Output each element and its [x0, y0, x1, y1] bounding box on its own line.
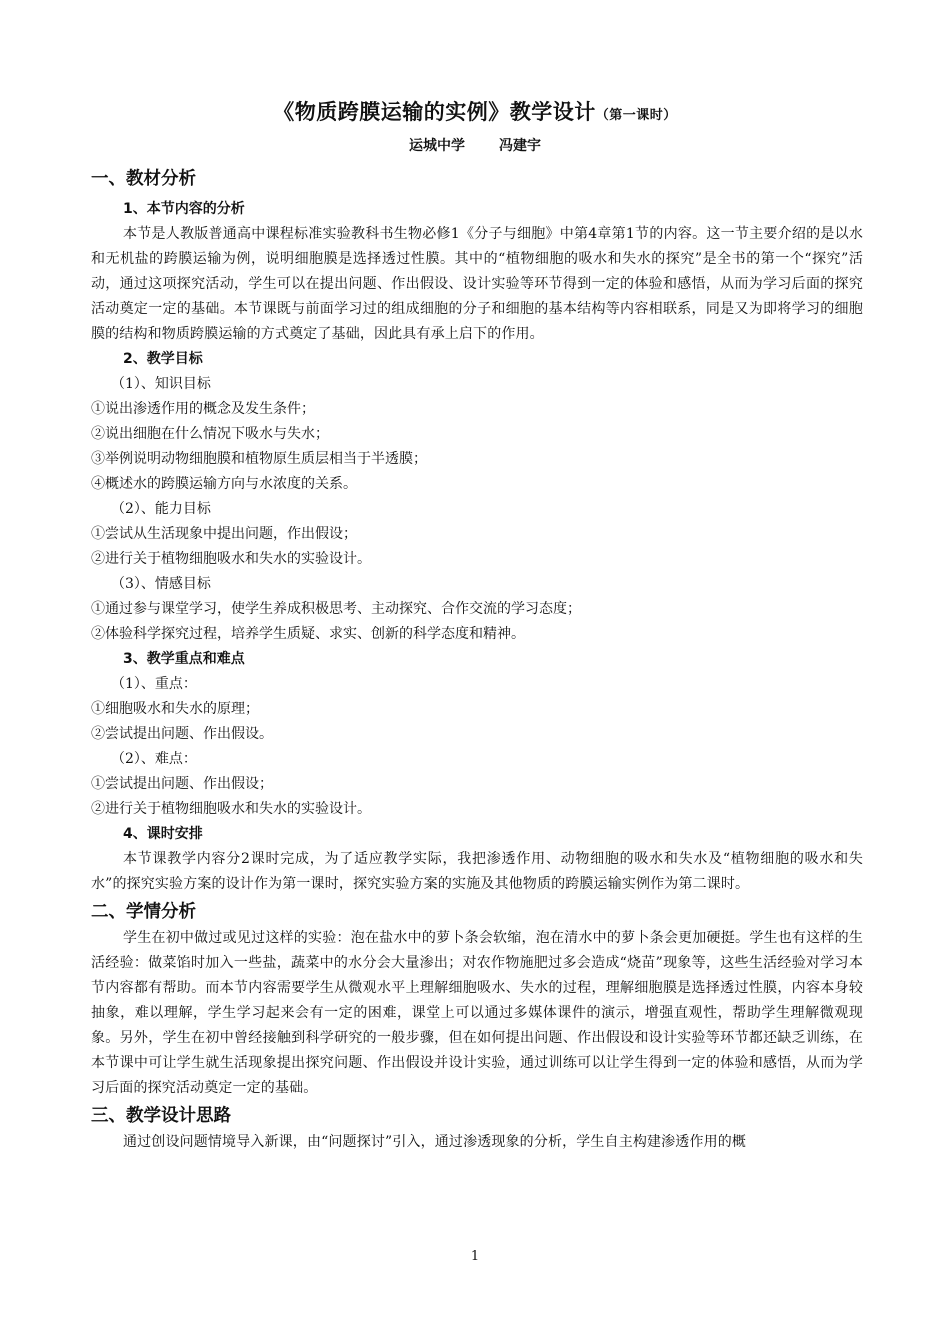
- paragraph-content-analysis: 本节是人教版普通高中课程标准实验教科书生物必修1《分子与细胞》中第4章第1节的内容。这一节主要介绍的是以水和无机盐的跨膜运输为例，说明细胞膜是选择透过性膜。其中的“植物细胞的吸水和失水的探究”是全书的第一个“探究”活动，通过这项探究活动，学生可以在提出问题、作出假设、设计实验等环节得到一定的体验和感悟，从而为学习后面的探究活动奠定一定的基础。本节课既与前面学习过的组成细胞的分子和细胞的基本结构等内容相联系，同是又为即将学习的细胞膜的结构和物质跨膜运输的方式奠定了基础，因此具有承上启下的作用。: [91, 226, 863, 342]
- subheading-teaching-goals: 2、教学目标: [123, 351, 203, 367]
- author-name: 冯建宇: [499, 138, 541, 154]
- ability-goal-item: ①尝试从生活现象中提出问题，作出假设；: [91, 526, 357, 542]
- emotion-goal-item: ②体验科学探究过程，培养学生质疑、求实、创新的科学态度和精神。: [91, 626, 525, 642]
- goal-emotion-label: （3）、情感目标: [111, 576, 211, 592]
- knowledge-goal-item: ①说出渗透作用的概念及发生条件；: [91, 401, 315, 417]
- paragraph-student-analysis: 学生在初中做过或见过这样的实验：泡在盐水中的萝卜条会软缩，泡在清水中的萝卜条会更加硬挺。学生也有这样的生活经验：做菜馅时加入一些盐，蔬菜中的水分会大量渗出；对农作物施肥过多会造成“烧苗”现象等，这些生活经验对学习本节内容都有帮助。而本节内容需要学生从微观水平上理解细胞吸水、失水的过程，理解细胞膜是选择透过性膜，内容本身较抽象，难以理解，学生学习起来会有一定的困难，课堂上可以通过多媒体课件的演示，增强直观性，帮助学生理解微观现象。另外，学生在初中曾经接触到科学研究的一般步骤，但在如何提出问题、作出假设和设计实验等环节都还缺乏训练，在本节课中可让学生就生活现象提出探究问题、作出假设并设计实验，通过训练可以让学生得到一定的体验和感悟，从而为学习后面的探究活动奠定一定的基础。: [91, 930, 863, 1096]
- knowledge-goal-item: ②说出细胞在什么情况下吸水与失水；: [91, 426, 329, 442]
- paragraph-design-ideas: 通过创设问题情境导入新课，由“问题探讨”引入，通过渗透现象的分析，学生自主构建渗透作用的概: [123, 1134, 747, 1150]
- goal-knowledge-label: （1）、知识目标: [111, 376, 211, 392]
- key-point-item: ②尝试提出问题、作出假设。: [91, 726, 273, 742]
- subheading-lesson-schedule: 4、课时安排: [123, 826, 203, 842]
- key-point-item: ①细胞吸水和失水的原理；: [91, 701, 259, 717]
- section-heading-student-analysis: 二、学情分析: [91, 902, 196, 922]
- ability-goal-item: ②进行关于植物细胞吸水和失水的实验设计。: [91, 551, 371, 567]
- difficult-point-item: ②进行关于植物细胞吸水和失水的实验设计。: [91, 801, 371, 817]
- knowledge-goal-item: ③举例说明动物细胞膜和植物原生质层相当于半透膜；: [91, 451, 427, 467]
- page-number: 1: [470, 1249, 480, 1264]
- author-line: [0, 135, 950, 155]
- school-name: 运城中学: [409, 138, 465, 154]
- subheading-key-difficult-points: 3、教学重点和难点: [123, 651, 245, 667]
- subheading-content-analysis: 1、本节内容的分析: [123, 201, 245, 217]
- goal-ability-label: （2）、能力目标: [111, 501, 211, 517]
- key-points-label: （1）、重点：: [111, 676, 197, 692]
- difficult-point-item: ①尝试提出问题、作出假设；: [91, 776, 273, 792]
- section-heading-textbook-analysis: 一、教材分析: [91, 169, 196, 189]
- emotion-goal-item: ①通过参与课堂学习，使学生养成积极思考、主动探究、合作交流的学习态度；: [91, 601, 581, 617]
- paragraph-lesson-schedule: 本节课教学内容分2课时完成，为了适应教学实际，我把渗透作用、动物细胞的吸水和失水及“植物细胞的吸水和失水”的探究实验方案的设计作为第一课时，探究实验方案的实施及其他物质的跨膜运输实例作为第二课时。: [91, 851, 863, 892]
- document-title: [0, 96, 950, 126]
- knowledge-goal-item: ④概述水的跨膜运输方向与水浓度的关系。: [91, 476, 357, 492]
- difficult-points-label: （2）、难点：: [111, 751, 197, 767]
- section-heading-design-ideas: 三、教学设计思路: [91, 1106, 231, 1126]
- title-suffix: （第一课时）: [595, 108, 677, 123]
- title-main: 《物质跨膜运输的实例》教学设计: [273, 100, 596, 124]
- document-body: [91, 166, 863, 1155]
